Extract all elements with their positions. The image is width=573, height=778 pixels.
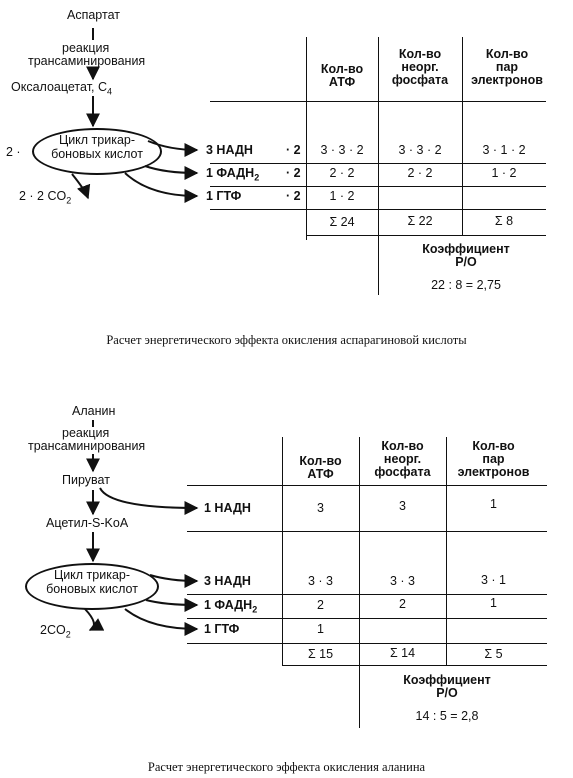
caption: Расчет энергетического эффекта окисления аланина	[147, 760, 426, 774]
reaction-label-line2: трансаминирования	[28, 54, 146, 68]
row-label-gtp: 1 ГТФ	[206, 189, 242, 203]
cell-atp: 3 · 3	[307, 574, 333, 588]
tca-cycle-label: Цикл трикар- боновых кислот	[51, 133, 143, 161]
sum-electrons: Σ 8	[494, 214, 514, 228]
reaction-label-line2: трансаминирования	[28, 439, 146, 453]
cell-atp: 1	[317, 622, 324, 636]
cell-electrons: 1	[490, 497, 497, 511]
row-label-nadh: 1 НАДН	[204, 501, 251, 515]
cell-atp: 2 · 2	[329, 166, 355, 180]
table2-header-electrons: Кол-во пар электронов	[457, 439, 530, 479]
row-factor: · 2	[286, 143, 301, 157]
co2-label: 2 · 2 $CO_2$	[19, 189, 72, 206]
row-label-fadh2: 1 $ФАДН_2$	[206, 166, 260, 183]
table1-header-phosphate: Кол-во неорг. фосфата	[391, 47, 449, 87]
cell-phosphate: 3 · 3 · 2	[398, 143, 442, 157]
reaction-label-line1: реакция	[62, 41, 110, 55]
substrate-label: Аспартат	[67, 8, 120, 22]
intermediate-label: Оксалоацетат, $C_4$	[11, 80, 113, 97]
row-label-nadh: 3 НАДН	[206, 143, 253, 157]
intermediate-label: Пируват	[62, 473, 110, 487]
cell-phosphate: 3	[399, 499, 406, 513]
sum-atp: Σ 15	[307, 647, 334, 661]
caption: Расчет энергетического эффекта окисления аспарагиновой кислоты	[106, 333, 467, 347]
acetyl-label: Ацетил-S-KoA	[46, 516, 129, 530]
cell-electrons: 1 · 2	[491, 166, 517, 180]
row-label-fadh2: 1 $ФАДН_2$	[204, 598, 258, 615]
cell-atp: 2	[317, 598, 324, 612]
table1-header-atp: Кол-во АТФ	[320, 62, 364, 89]
sum-atp: Σ 24	[329, 215, 355, 229]
cell-atp: 1 · 2	[329, 189, 355, 203]
cell-phosphate: 2	[399, 597, 406, 611]
table2-header-atp: Кол-во АТФ	[299, 454, 342, 481]
multiplier-label: 2 ·	[6, 145, 21, 159]
arrow-cycle-to-gtp	[125, 609, 197, 629]
coefficient-title: Коэффициент Р/О	[422, 242, 510, 269]
sum-phosphate: Σ 14	[389, 646, 416, 660]
cell-atp: 3 · 3 · 2	[320, 143, 364, 157]
cell-phosphate: 3 · 3	[389, 574, 415, 588]
table2-header-phosphate: Кол-во неорг. фосфата	[374, 439, 431, 479]
tca-cycle-label: Цикл трикар- боновых кислот	[46, 568, 138, 596]
arrow-cycle-to-co2	[85, 609, 94, 630]
cell-electrons: 3 · 1	[480, 573, 506, 587]
coefficient-title: Коэффициент Р/О	[403, 673, 491, 700]
arrow-cycle-to-gtp	[125, 173, 197, 196]
cell-phosphate: 2 · 2	[407, 166, 433, 180]
row-factor: · 2	[286, 189, 301, 203]
arrow-cycle-to-fadh2	[146, 600, 197, 605]
substrate-label: Аланин	[72, 404, 116, 418]
sum-electrons: Σ 5	[484, 647, 503, 661]
arrow-cycle-to-nadh	[148, 141, 197, 150]
co2-label: $2CO_2$	[40, 623, 71, 640]
cell-electrons: 1	[490, 596, 497, 610]
cell-atp: 3	[317, 501, 324, 515]
coefficient-value: 14 : 5 = 2,8	[415, 709, 479, 723]
row-label-gtp: 1 ГТФ	[204, 622, 240, 636]
cell-electrons: 3 · 1 · 2	[482, 143, 526, 157]
row-label-nadh: 3 НАДН	[204, 574, 251, 588]
arrow-cycle-to-co2	[72, 174, 88, 198]
table1-header-electrons: Кол-во пар электронов	[471, 47, 543, 87]
reaction-label-line1: реакция	[62, 426, 110, 440]
sum-phosphate: Σ 22	[407, 214, 433, 228]
coefficient-value: 22 : 8 = 2,75	[431, 278, 501, 292]
arrow-pyruvate-to-nadh	[100, 488, 197, 508]
arrow-cycle-to-fadh2	[145, 166, 197, 173]
row-factor: · 2	[286, 166, 301, 180]
arrow-cycle-to-nadh	[150, 575, 197, 581]
